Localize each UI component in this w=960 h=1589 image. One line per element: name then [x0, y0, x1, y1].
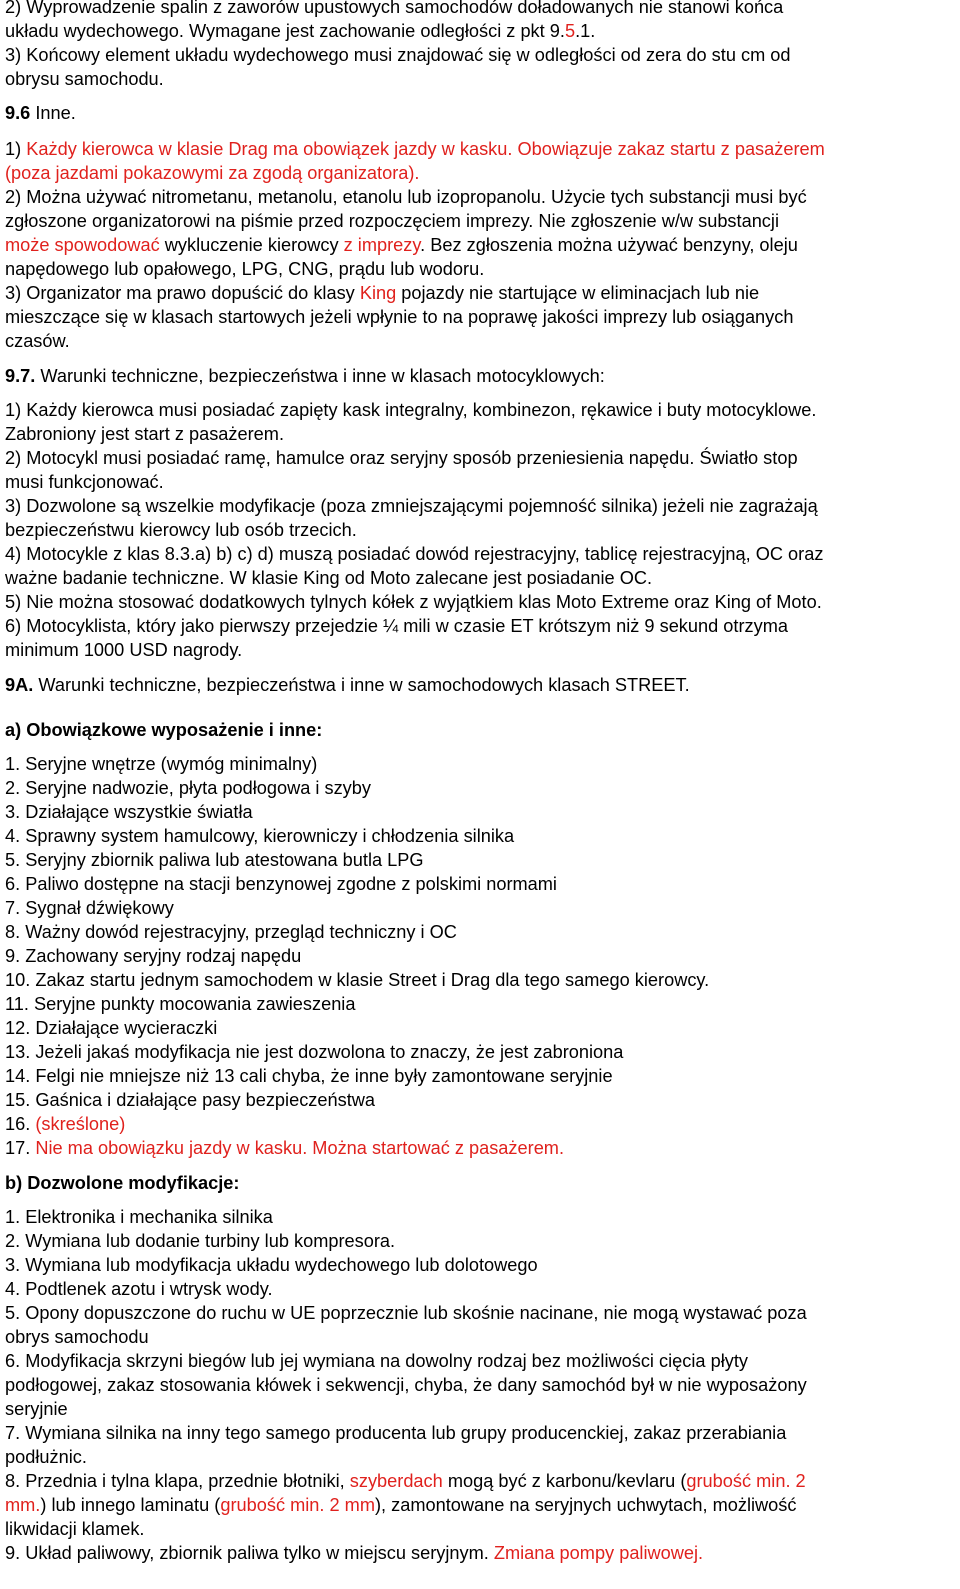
highlighted-text: (poza jazdami pokazowymi za zgodą organizatora).	[5, 163, 420, 183]
text-line	[5, 257, 484, 281]
bold-text: 9.7.	[5, 366, 36, 386]
text-segment: .1.	[575, 21, 596, 41]
text-line	[5, 566, 652, 590]
text-segment: 3) Dozwolone są wszelkie modyfikacje (poza zmniejszającymi pojemność silnika) jeżeli nie zagrażają	[5, 496, 818, 516]
text-segment: 4. Sprawny system hamulcowy, kierowniczy i chłodzenia silnika	[5, 826, 515, 846]
highlighted-text: grubość min. 2 mm	[220, 1495, 375, 1515]
text-segment: 7. Sygnał dźwiękowy	[5, 898, 174, 918]
text-segment: 14. Felgi nie mniejsze niż 13 cali chyba, że inne były zamontowane seryjnie	[5, 1066, 613, 1086]
highlighted-text: King	[359, 283, 397, 303]
bold-text: a) Obowiązkowe wyposażenie i inne:	[5, 720, 323, 740]
text-segment: mogą być z karbonu/kevlaru (	[442, 1471, 687, 1491]
text-segment: podłużnic.	[5, 1447, 87, 1467]
text-line	[5, 1088, 375, 1112]
highlighted-text: szyberdach	[349, 1471, 443, 1491]
highlighted-text: (skreślone)	[35, 1114, 126, 1134]
text-segment: obrys samochodu	[5, 1327, 149, 1347]
text-segment: bezpieczeństwu kierowcy lub osób trzecich.	[5, 520, 357, 540]
text-segment: 2. Wymiana lub dodanie turbiny lub kompresora.	[5, 1231, 396, 1251]
highlighted-text: Każdy kierowca w klasie Drag ma obowiązek jazdy w kasku. Obowiązuje zakaz startu z pasażerem	[26, 139, 825, 159]
text-segment: 13. Jeżeli jakaś modyfikacja nie jest dozwolona to znaczy, że jest zabroniona	[5, 1042, 624, 1062]
text-line	[5, 1112, 125, 1136]
text-line	[5, 1325, 149, 1349]
text-line	[5, 329, 70, 353]
text-segment: 7. Wymiana silnika na inny tego samego producenta lub grupy producenckiej, zakaz przerabiania	[5, 1423, 787, 1443]
text-line	[5, 824, 514, 848]
highlighted-text: z imprezy	[343, 235, 421, 255]
text-line	[5, 614, 788, 638]
text-segment: 8. Przednia i tylna klapa, przednie błotniki,	[5, 1471, 350, 1491]
text-segment: wykluczenie kierowcy	[159, 235, 344, 255]
text-line	[5, 43, 791, 67]
text-line	[5, 872, 557, 896]
text-line	[5, 638, 242, 662]
text-line	[5, 1493, 797, 1517]
text-segment: 6. Paliwo dostępne na stacji benzynowej zgodne z polskimi normami	[5, 874, 557, 894]
text-segment: 9. Układ paliwowy, zbiornik paliwa tylko w miejscu seryjnym.	[5, 1543, 494, 1563]
text-segment: 1)	[5, 139, 27, 159]
text-line	[5, 896, 174, 920]
text-segment: pojazdy nie startujące w eliminacjach lub nie	[396, 283, 760, 303]
text-segment: 1. Elektronika i mechanika silnika	[5, 1207, 273, 1227]
text-line	[5, 422, 284, 446]
text-line	[5, 590, 822, 614]
text-line	[5, 848, 424, 872]
highlighted-text: może spowodować	[5, 235, 160, 255]
text-line	[5, 1064, 613, 1088]
text-segment: 17.	[5, 1138, 36, 1158]
text-segment: układu wydechowego. Wymagane jest zachowanie odległości z pkt 9.	[5, 21, 565, 41]
text-line	[5, 1373, 807, 1397]
text-segment: 10. Zakaz startu jednym samochodem w klasie Street i Drag dla tego samego kierowcy.	[5, 970, 710, 990]
bold-text: 9.6	[5, 103, 31, 123]
text-line	[5, 101, 76, 125]
text-segment: 9. Zachowany seryjny rodzaj napędu	[5, 946, 302, 966]
text-line	[5, 752, 317, 776]
text-line	[5, 1171, 239, 1195]
text-segment: 1. Seryjne wnętrze (wymóg minimalny)	[5, 754, 318, 774]
text-segment: 5) Nie można stosować dodatkowych tylnych kółek z wyjątkiem klas Moto Extreme oraz King of Moto.	[5, 592, 822, 612]
text-line	[5, 364, 605, 388]
text-segment: ) lub innego laminatu (	[40, 1495, 221, 1515]
text-segment: 2. Seryjne nadwozie, płyta podłogowa i szyby	[5, 778, 371, 798]
text-line	[5, 968, 709, 992]
highlighted-text: Zmiana pompy paliwowej.	[493, 1543, 704, 1563]
text-segment: 5. Opony dopuszczone do ruchu w UE poprzecznie lub skośnie nacinane, nie mogą wystawać poza	[5, 1303, 807, 1323]
text-line	[5, 446, 798, 470]
text-line	[5, 1016, 217, 1040]
highlighted-text: 5	[564, 21, 576, 41]
text-segment: ), zamontowane na seryjnych uchwytach, możliwość	[374, 1495, 797, 1515]
text-segment: 2) Motocykl musi posiadać ramę, hamulce oraz seryjny sposób przeniesienia napędu. Światło stop	[5, 448, 798, 468]
text-segment: likwidacji klamek.	[5, 1519, 145, 1539]
text-segment: 4. Podtlenek azotu i wtrysk wody.	[5, 1279, 273, 1299]
text-line	[5, 1517, 144, 1541]
text-segment: 4) Motocykle z klas 8.3.a) b) c) d) muszą posiadać dowód rejestracyjny, tablicę rejestracyjną, OC oraz	[5, 544, 824, 564]
text-line	[5, 944, 301, 968]
text-line	[5, 19, 595, 43]
text-segment: Zabroniony jest start z pasażerem.	[5, 424, 284, 444]
text-line	[5, 1301, 807, 1325]
text-line	[5, 1040, 623, 1064]
text-segment: 1) Każdy kierowca musi posiadać zapięty kask integralny, kombinezon, rękawice i buty motocyklowe.	[5, 400, 817, 420]
bold-text: 9A.	[5, 675, 34, 695]
text-segment: 8. Ważny dowód rejestracyjny, przegląd techniczny i OC	[5, 922, 457, 942]
text-segment: 3) Organizator ma prawo dopuścić do klasy	[5, 283, 360, 303]
text-segment: zgłoszone organizatorowi na piśmie przed rozpoczęciem imprezy. Nie zgłoszenie w/w substancji	[5, 211, 779, 231]
text-segment: minimum 1000 USD nagrody.	[5, 640, 243, 660]
text-segment: seryjnie	[5, 1399, 68, 1419]
text-line	[5, 161, 419, 185]
text-line	[5, 67, 164, 91]
text-segment: 2) Wyprowadzenie spalin z zaworów upustowych samochodów doładowanych nie stanowi końca	[5, 0, 784, 17]
bold-text: b) Dozwolone modyfikacje:	[5, 1173, 240, 1193]
text-line	[5, 776, 371, 800]
text-line	[5, 494, 818, 518]
text-line	[5, 233, 798, 257]
text-segment: Warunki techniczne, bezpieczeństwa i inne w samochodowych klasach STREET.	[33, 675, 690, 695]
highlighted-text: mm.	[5, 1495, 41, 1515]
text-line	[5, 542, 823, 566]
text-line	[5, 1397, 68, 1421]
text-line	[5, 185, 807, 209]
text-line	[5, 673, 690, 697]
text-line	[5, 800, 253, 824]
text-segment: Warunki techniczne, bezpieczeństwa i inne w klasach motocyklowych:	[35, 366, 605, 386]
text-line	[5, 1277, 273, 1301]
text-line	[5, 0, 783, 19]
text-line	[5, 470, 164, 494]
text-line	[5, 1349, 748, 1373]
text-segment: 3. Wymiana lub modyfikacja układu wydechowego lub dolotowego	[5, 1255, 538, 1275]
text-segment: obrysu samochodu.	[5, 69, 164, 89]
text-segment: Inne.	[30, 103, 76, 123]
text-line	[5, 281, 759, 305]
text-line	[5, 1229, 395, 1253]
text-line	[5, 209, 779, 233]
text-line	[5, 718, 322, 742]
text-segment: podłogowej, zakaz stosowania kłówek i sekwencji, chyba, że dany samochód był w nie wyposażony	[5, 1375, 807, 1395]
text-segment: czasów.	[5, 331, 70, 351]
text-segment: . Bez zgłoszenia można używać benzyny, oleju	[420, 235, 798, 255]
text-line	[5, 518, 357, 542]
highlighted-text: Nie ma obowiązku jazdy w kasku. Można startować z pasażerem.	[35, 1138, 565, 1158]
text-segment: mieszczące się w klasach startowych jeżeli wpłynie to na poprawę jakości imprezy lub osiąganych	[5, 307, 794, 327]
text-line	[5, 992, 355, 1016]
text-segment: 3. Działające wszystkie światła	[5, 802, 253, 822]
text-segment: 12. Działające wycieraczki	[5, 1018, 218, 1038]
text-line	[5, 1136, 564, 1160]
text-segment: 2) Można używać nitrometanu, metanolu, etanolu lub izopropanolu. Użycie tych substancji musi być	[5, 187, 807, 207]
text-segment: 15. Gaśnica i działające pasy bezpieczeństwa	[5, 1090, 376, 1110]
text-segment: 5. Seryjny zbiornik paliwa lub atestowana butla LPG	[5, 850, 424, 870]
text-line	[5, 398, 816, 422]
text-line	[5, 1445, 87, 1469]
text-line	[5, 1541, 703, 1565]
text-segment: musi funkcjonować.	[5, 472, 164, 492]
text-line	[5, 1253, 538, 1277]
text-line	[5, 1421, 786, 1445]
text-segment: 6. Modyfikacja skrzyni biegów lub jej wymiana na dowolny rodzaj bez możliwości cięcia płyty	[5, 1351, 748, 1371]
text-line	[5, 305, 793, 329]
text-segment: 6) Motocyklista, który jako pierwszy przejedzie ¼ mili w czasie ET krótszym niż 9 sekund otrzyma	[5, 616, 788, 636]
text-line	[5, 137, 825, 161]
text-segment: ważne badanie techniczne. W klasie King od Moto zalecane jest posiadanie OC.	[5, 568, 653, 588]
text-line	[5, 1205, 273, 1229]
highlighted-text: grubość min. 2	[686, 1471, 806, 1491]
text-line	[5, 920, 457, 944]
text-segment: napędowego lub opałowego, LPG, CNG, prądu lub wodoru.	[5, 259, 485, 279]
text-line	[5, 1469, 806, 1493]
text-segment: 16.	[5, 1114, 36, 1134]
text-segment: 11. Seryjne punkty mocowania zawieszenia	[5, 994, 356, 1014]
text-segment: 3) Końcowy element układu wydechowego musi znajdować się w odległości od zera do stu cm od	[5, 45, 791, 65]
